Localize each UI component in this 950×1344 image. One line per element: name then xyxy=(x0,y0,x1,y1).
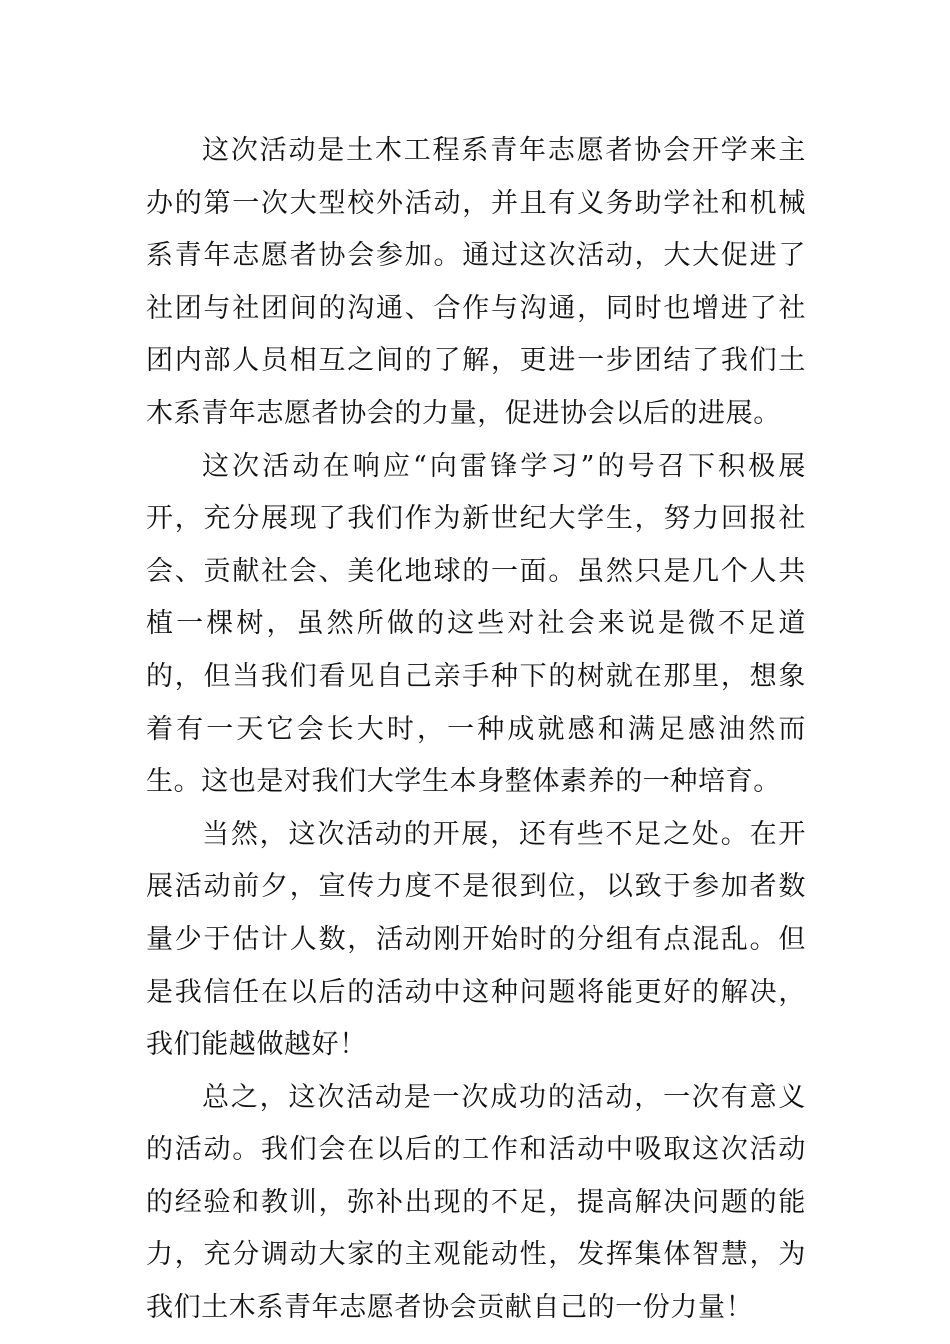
paragraph-1: 这次活动是土木工程系青年志愿者协会开学来主办的第一次大型校外活动，并且有义务助学社和机械系青年志愿者协会参加。通过这次活动，大大促进了社团与社团间的沟通、合作与沟通，同时也增进了社团内部人员相互之间的了解，更进一步团结了我们土木系青年志愿者协会的力量，促进协会以后的进展。 xyxy=(146,135,806,429)
paragraph-3: 当然，这次活动的开展，还有些不足之处。在开展活动前夕，宣传力度不是很到位，以致于参加者数量少于估计人数，活动刚开始时的分组有点混乱。但是我信任在以后的活动中这种问题将能更好的解决，我们能越做越好！ xyxy=(146,818,806,1061)
document-body xyxy=(146,125,806,1335)
paragraph-2: 这次活动在响应“向雷锋学习”的号召下积极展开，充分展现了我们作为新世纪大学生，努力回报社会、贡献社会、美化地球的一面。虽然只是几个人共植一棵树，虽然所做的这些对社会来说是微不足道的，但当我们看见自己亲手种下的树就在那里，想象着有一天它会长大时，一种成就感和满足感油然而生。这也是对我们大学生本身整体素养的一种培育。 xyxy=(146,450,806,798)
paragraph-4: 总之，这次活动是一次成功的活动，一次有意义的活动。我们会在以后的工作和活动中吸取这次活动的经验和教训，弥补出现的不足，提高解决问题的能力，充分调动大家的主观能动性，发挥集体智慧，为我们土木系青年志愿者协会贡献自己的一份力量！ xyxy=(146,1081,806,1324)
